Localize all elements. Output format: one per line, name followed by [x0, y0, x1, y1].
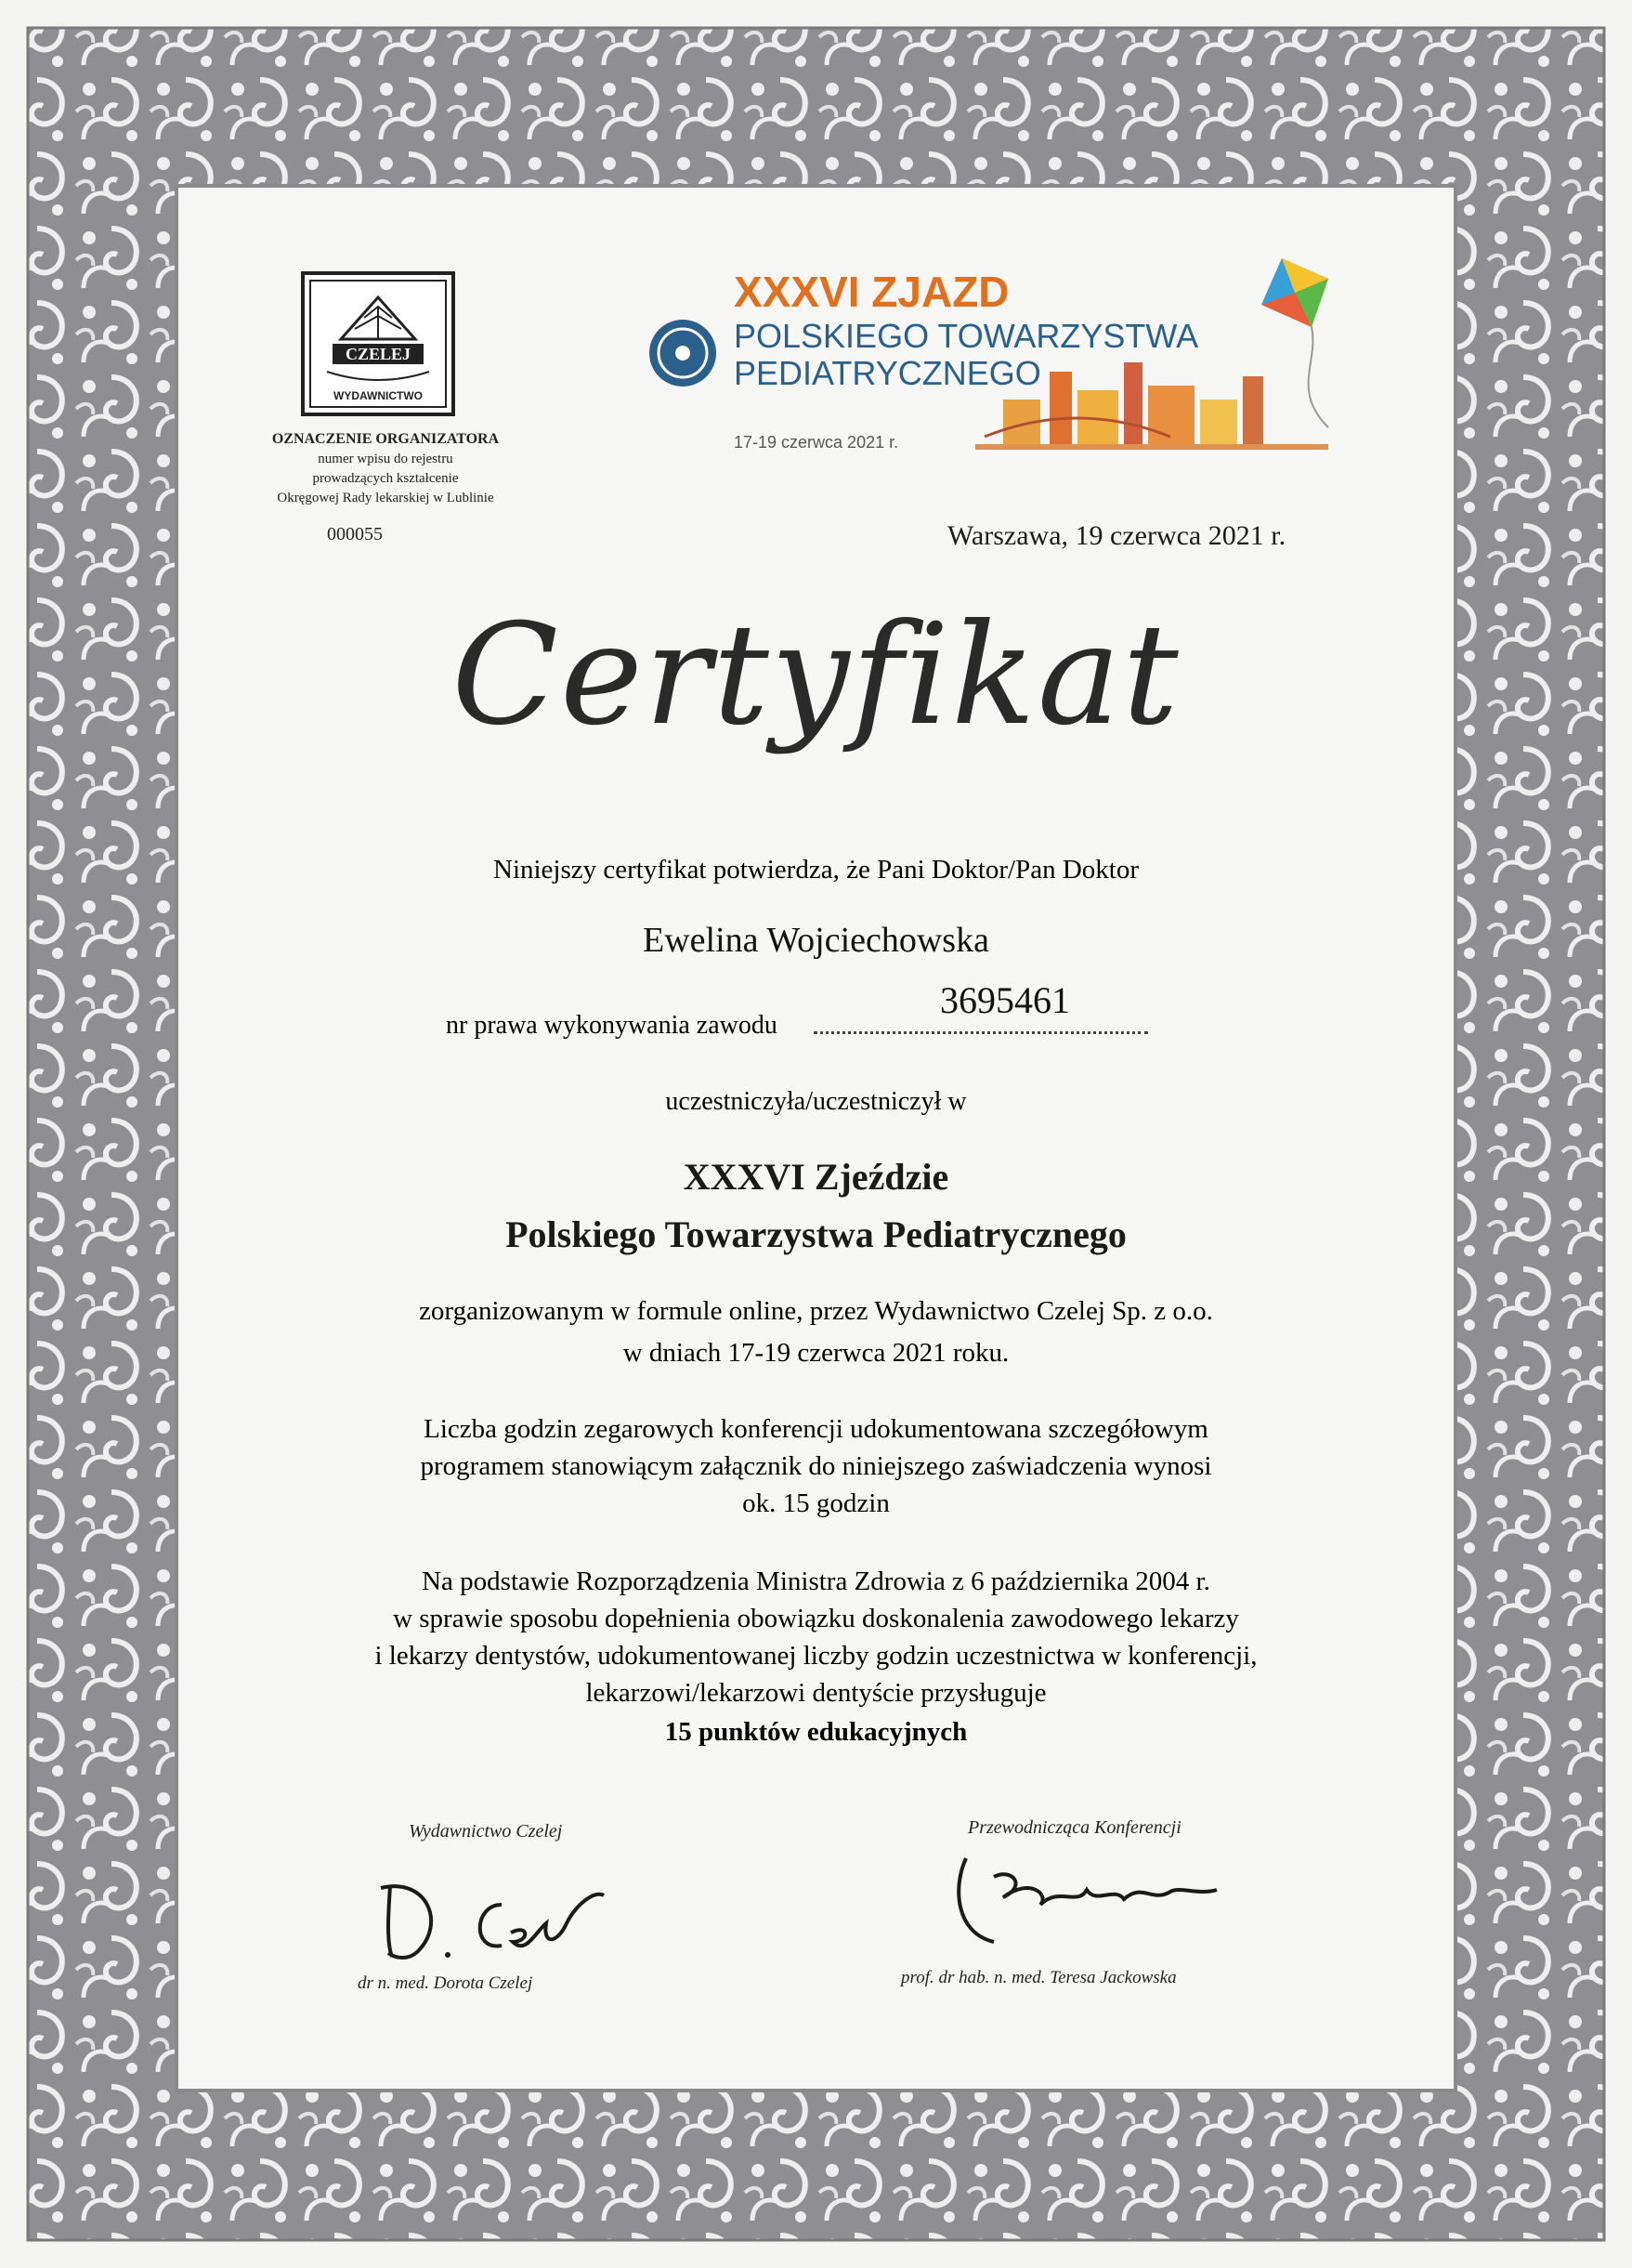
certificate-title: Certyfikat [451, 595, 1181, 756]
legal-line-3: i lekarzy dentystów, udokumentowanej liczby godzin uczestnictwa w konferencji, [374, 1641, 1258, 1671]
legal-line-2: w sprawie sposobu dopełnienia obowiązku doskonalenia zawodowego lekarzy [393, 1604, 1239, 1633]
left-signature-label: Wydawnictwo Czelej [409, 1821, 563, 1842]
right-signature [938, 1849, 1235, 1960]
svg-text:XXXVI ZJAZD: XXXVI ZJAZD [734, 268, 1010, 316]
right-signature-label: Przewodnicząca Konferencji [968, 1817, 1182, 1838]
hours-line-3: ok. 15 godzin [742, 1488, 890, 1518]
organizer-desc-2: prowadzących kształcenie [312, 471, 459, 486]
left-signature [372, 1868, 632, 1970]
left-signer-name: dr n. med. Dorota Czelej [358, 1973, 533, 1993]
svg-text:WYDAWNICTWO: WYDAWNICTWO [333, 389, 423, 402]
organizer-title: OZNACZENIE ORGANIZATORA [271, 431, 500, 447]
organized-text: zorganizowanym w formule online, przez Wydawnictwo Czelej Sp. z o.o. [419, 1296, 1213, 1326]
recipient-name: Ewelina Wojciechowska [643, 921, 989, 960]
right-signer-name: prof. dr hab. n. med. Teresa Jackowska [901, 1968, 1177, 1987]
svg-text:CZELEJ: CZELEJ [345, 345, 411, 363]
place-date: Warszawa, 19 czerwca 2021 r. [947, 520, 1286, 551]
legal-line-4: lekarzowi/lekarzowi dentyście przysługuje [585, 1678, 1047, 1708]
organizer-desc-1: numer wpisu do rejestru [318, 452, 453, 466]
organizer-desc-3: Okręgowej Rady lekarskiej w Lublinie [277, 491, 494, 505]
czelej-logo [299, 269, 457, 418]
license-number: 3695461 [940, 979, 1070, 1021]
kite-icon [1261, 258, 1328, 427]
license-line [814, 1031, 1148, 1034]
svg-text:PEDIATRYCZNEGO: PEDIATRYCZNEGO [734, 354, 1041, 392]
event-line-1: XXXVI Zjeździe [683, 1156, 949, 1198]
dates-text: w dniach 17-19 czerwca 2021 roku. [622, 1338, 1010, 1368]
congress-logo [641, 251, 1375, 465]
confirm-text: Niniejszy certyfikat potwierdza, że Pani Doktor/Pan Doktor [493, 855, 1139, 885]
hours-line-2: programem stanowiącym załącznik do niniejszego zaświadczenia wynosi [420, 1451, 1212, 1481]
hours-line-1: Liczba godzin zegarowych konferencji udokumentowana szczegółowym [424, 1414, 1208, 1444]
svg-text:17-19 czerwca 2021 r.: 17-19 czerwca 2021 r. [734, 433, 899, 452]
points-text: 15 punktów edukacyjnych [664, 1717, 968, 1747]
organizer-number: 000055 [327, 524, 383, 544]
participated-text: uczestniczyła/uczestniczył w [665, 1087, 967, 1116]
svg-text:POLSKIEGO TOWARZYSTWA: POLSKIEGO TOWARZYSTWA [734, 317, 1199, 355]
event-line-2: Polskiego Towarzystwa Pediatrycznego [505, 1213, 1127, 1255]
license-label: nr prawa wykonywania zawodu [446, 1011, 777, 1040]
legal-line-1: Na podstawie Rozporządzenia Ministra Zdrowia z 6 października 2004 r. [422, 1567, 1210, 1596]
